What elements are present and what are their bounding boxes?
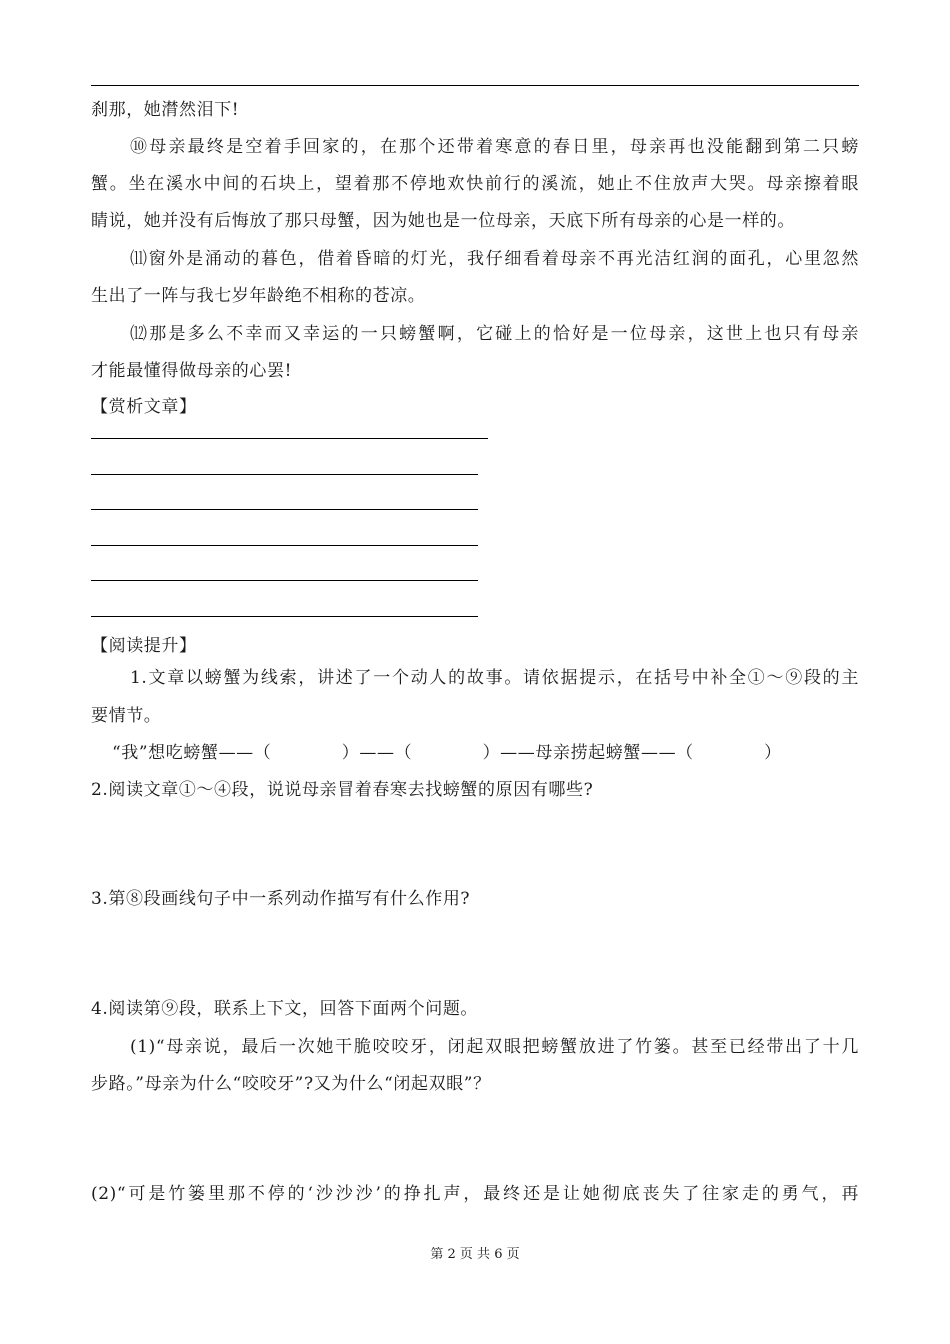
question-4-2-line-1: (2)“可是竹篓里那不停的‘沙沙沙’的挣扎声，最终还是让她彻底丧失了往家走的勇气，再 <box>91 1184 859 1204</box>
paragraph-9-end: 刹那，她潸然泪下! <box>91 100 240 120</box>
question-4-1-line-1: (1)“母亲说，最后一次她干脆咬咬牙，闭起双眼把螃蟹放进了竹篓。甚至已经带出了十几 <box>130 1037 859 1057</box>
question-3: 3.第⑧段画线句子中一系列动作描写有什么作用? <box>91 889 471 909</box>
paragraph-10-line-1: ⑩母亲最终是空着手回家的，在那个还带着寒意的春日里，母亲再也没能翻到第二只螃 <box>130 137 859 157</box>
question-1-prompt: “我”想吃螃蟹——（ ）——（ ）——母亲捞起螃蟹——（ ） <box>112 743 782 763</box>
question-1-line-1: 1.文章以螃蟹为线索，讲述了一个动人的故事。请依据提示，在括号中补全①～⑨段的主 <box>130 668 859 688</box>
answer-line[interactable] <box>91 438 488 439</box>
header-rule <box>91 85 859 86</box>
paragraph-12-line-1: ⑿那是多么不幸而又幸运的一只螃蟹啊，它碰上的恰好是一位母亲，这世上也只有母亲 <box>130 324 859 344</box>
answer-line[interactable] <box>91 545 478 546</box>
answer-line[interactable] <box>91 580 478 581</box>
answer-line[interactable] <box>91 509 478 510</box>
answer-line[interactable] <box>91 474 478 475</box>
question-1-line-2: 要情节。 <box>91 706 162 726</box>
paragraph-11-line-1: ⑾窗外是涌动的暮色，借着昏暗的灯光，我仔细看着母亲不再光洁红润的面孔，心里忽然 <box>130 249 859 269</box>
appreciation-heading: 【赏析文章】 <box>91 397 197 417</box>
question-2: 2.阅读文章①～④段，说说母亲冒着春寒去找螃蟹的原因有哪些? <box>91 780 594 800</box>
paragraph-11-line-2: 生出了一阵与我七岁年龄绝不相称的苍凉。 <box>91 286 426 306</box>
reading-heading: 【阅读提升】 <box>91 636 197 656</box>
paragraph-10-line-2: 蟹。坐在溪水中间的石块上，望着那不停地欢快前行的溪流，她止不住放声大哭。母亲擦着眼 <box>91 174 859 194</box>
question-4: 4.阅读第⑨段，联系上下文，回答下面两个问题。 <box>91 999 479 1019</box>
paragraph-10-line-3: 睛说，她并没有后悔放了那只母蟹，因为她也是一位母亲，天底下所有母亲的心是一样的。 <box>91 211 795 231</box>
answer-line[interactable] <box>91 616 478 617</box>
paragraph-12-line-2: 才能最懂得做母亲的心罢! <box>91 361 293 381</box>
page-number: 第 2 页 共 6 页 <box>430 1247 520 1262</box>
question-4-1-line-2: 步路。”母亲为什么“咬咬牙”?又为什么“闭起双眼”？ <box>91 1074 491 1094</box>
